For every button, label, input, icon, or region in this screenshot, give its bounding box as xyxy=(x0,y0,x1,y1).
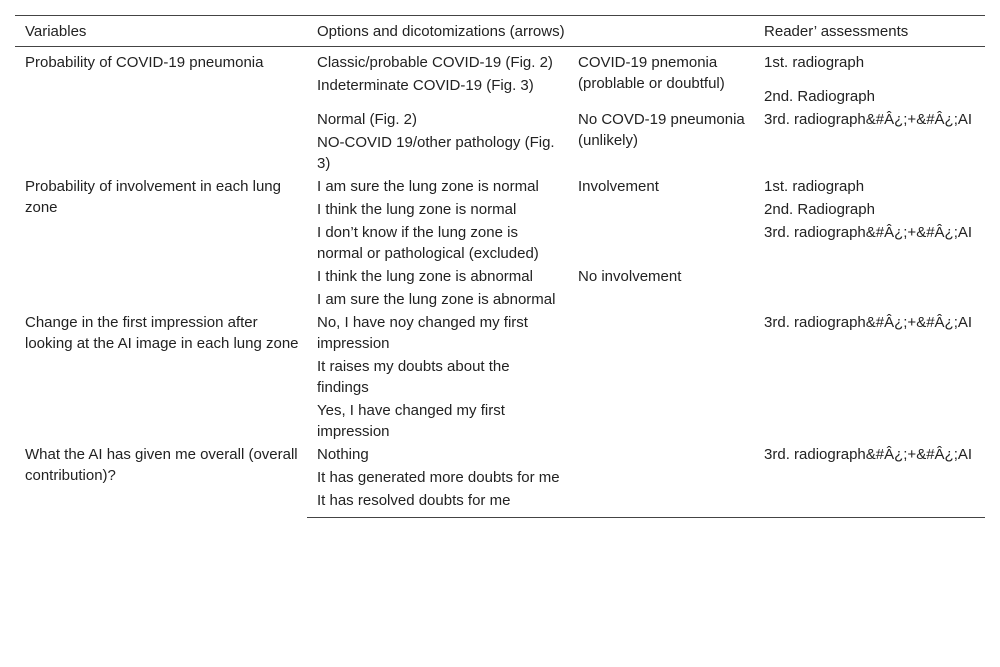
reader-cell xyxy=(754,355,985,399)
option-cell: I think the lung zone is abnormal xyxy=(317,268,533,285)
reader-cell xyxy=(754,288,985,311)
option-cell: I think the lung zone is normal xyxy=(317,201,517,218)
option-cell: Yes, I have changed my first impression xyxy=(317,402,505,440)
reader-cell xyxy=(754,489,985,518)
dichotomy-cell xyxy=(568,489,754,518)
dichotomy-cell: No involvement xyxy=(578,268,682,285)
option-cell: I am sure the lung zone is normal xyxy=(317,178,539,195)
assessment-table xyxy=(15,15,985,518)
reader-cell: 3rd. radiograph&#Â¿;+&#Â¿;AI xyxy=(764,111,973,128)
dichotomy-cell: COVID-19 pnemonia (problable or doubtful) xyxy=(578,54,725,92)
variable-cell: Probability of involvement in each lung zone xyxy=(25,178,281,216)
dichotomy-cell xyxy=(568,311,754,355)
dichotomy-cell xyxy=(568,198,754,221)
reader-cell: 3rd. radiograph&#Â¿;+&#Â¿;AI xyxy=(764,314,973,331)
option-cell: No, I have noy changed my first impression xyxy=(317,314,528,352)
reader-cell: 3rd. radiograph&#Â¿;+&#Â¿;AI xyxy=(764,446,973,463)
option-cell: It raises my doubts about the findings xyxy=(317,358,510,396)
reader-cell xyxy=(754,265,985,288)
dichotomy-cell xyxy=(568,466,754,489)
variable-cell: Probability of COVID-19 pneumonia xyxy=(25,54,264,71)
dichotomy-cell xyxy=(568,221,754,265)
option-cell: I don’t know if the lung zone is normal or pathological (excluded) xyxy=(317,224,539,262)
option-cell: Indeterminate COVID-19 (Fig. 3) xyxy=(317,77,534,94)
option-cell: Normal (Fig. 2) xyxy=(317,111,418,128)
header-options: Options and dicotomizations (arrows) xyxy=(307,16,754,47)
reader-cell xyxy=(754,399,985,443)
reader-cell: 2nd. Radiograph xyxy=(764,88,875,105)
option-cell: Nothing xyxy=(317,446,369,463)
option-cell: It has resolved doubts for me xyxy=(307,489,568,518)
variable-cell: What the AI has given me overall (overall contribution)? xyxy=(25,446,298,484)
reader-cell: 3rd. radiograph&#Â¿;+&#Â¿;AI xyxy=(764,224,973,241)
reader-cell: 1st. radiograph xyxy=(764,178,865,195)
option-cell: It has generated more doubts for me xyxy=(317,469,560,486)
header-row xyxy=(15,16,985,47)
header-reader: Reader’ assessments xyxy=(754,16,985,47)
reader-cell: 1st. radiograph xyxy=(764,54,865,71)
dichotomy-cell: No COVD-19 pneumonia (unlikely) xyxy=(578,111,745,149)
table-row xyxy=(15,443,985,466)
dichotomy-cell xyxy=(568,355,754,399)
table-container xyxy=(15,15,985,518)
option-cell: I am sure the lung zone is abnormal xyxy=(317,291,556,308)
dichotomy-cell xyxy=(568,443,754,466)
option-cell: NO-COVID 19/other pathology (Fig. 3) xyxy=(317,134,555,172)
variable-cell: Change in the first impression after looking at the AI image in each lung zone xyxy=(25,314,299,352)
dichotomy-cell xyxy=(568,288,754,311)
reader-cell: 2nd. Radiograph xyxy=(764,201,875,218)
table-row xyxy=(15,311,985,355)
option-cell: Classic/probable COVID-19 (Fig. 2) xyxy=(317,54,553,71)
dichotomy-cell xyxy=(568,399,754,443)
table-row xyxy=(15,47,985,75)
header-variables: Variables xyxy=(15,16,307,47)
dichotomy-cell: Involvement xyxy=(578,178,659,195)
table-row xyxy=(15,175,985,198)
